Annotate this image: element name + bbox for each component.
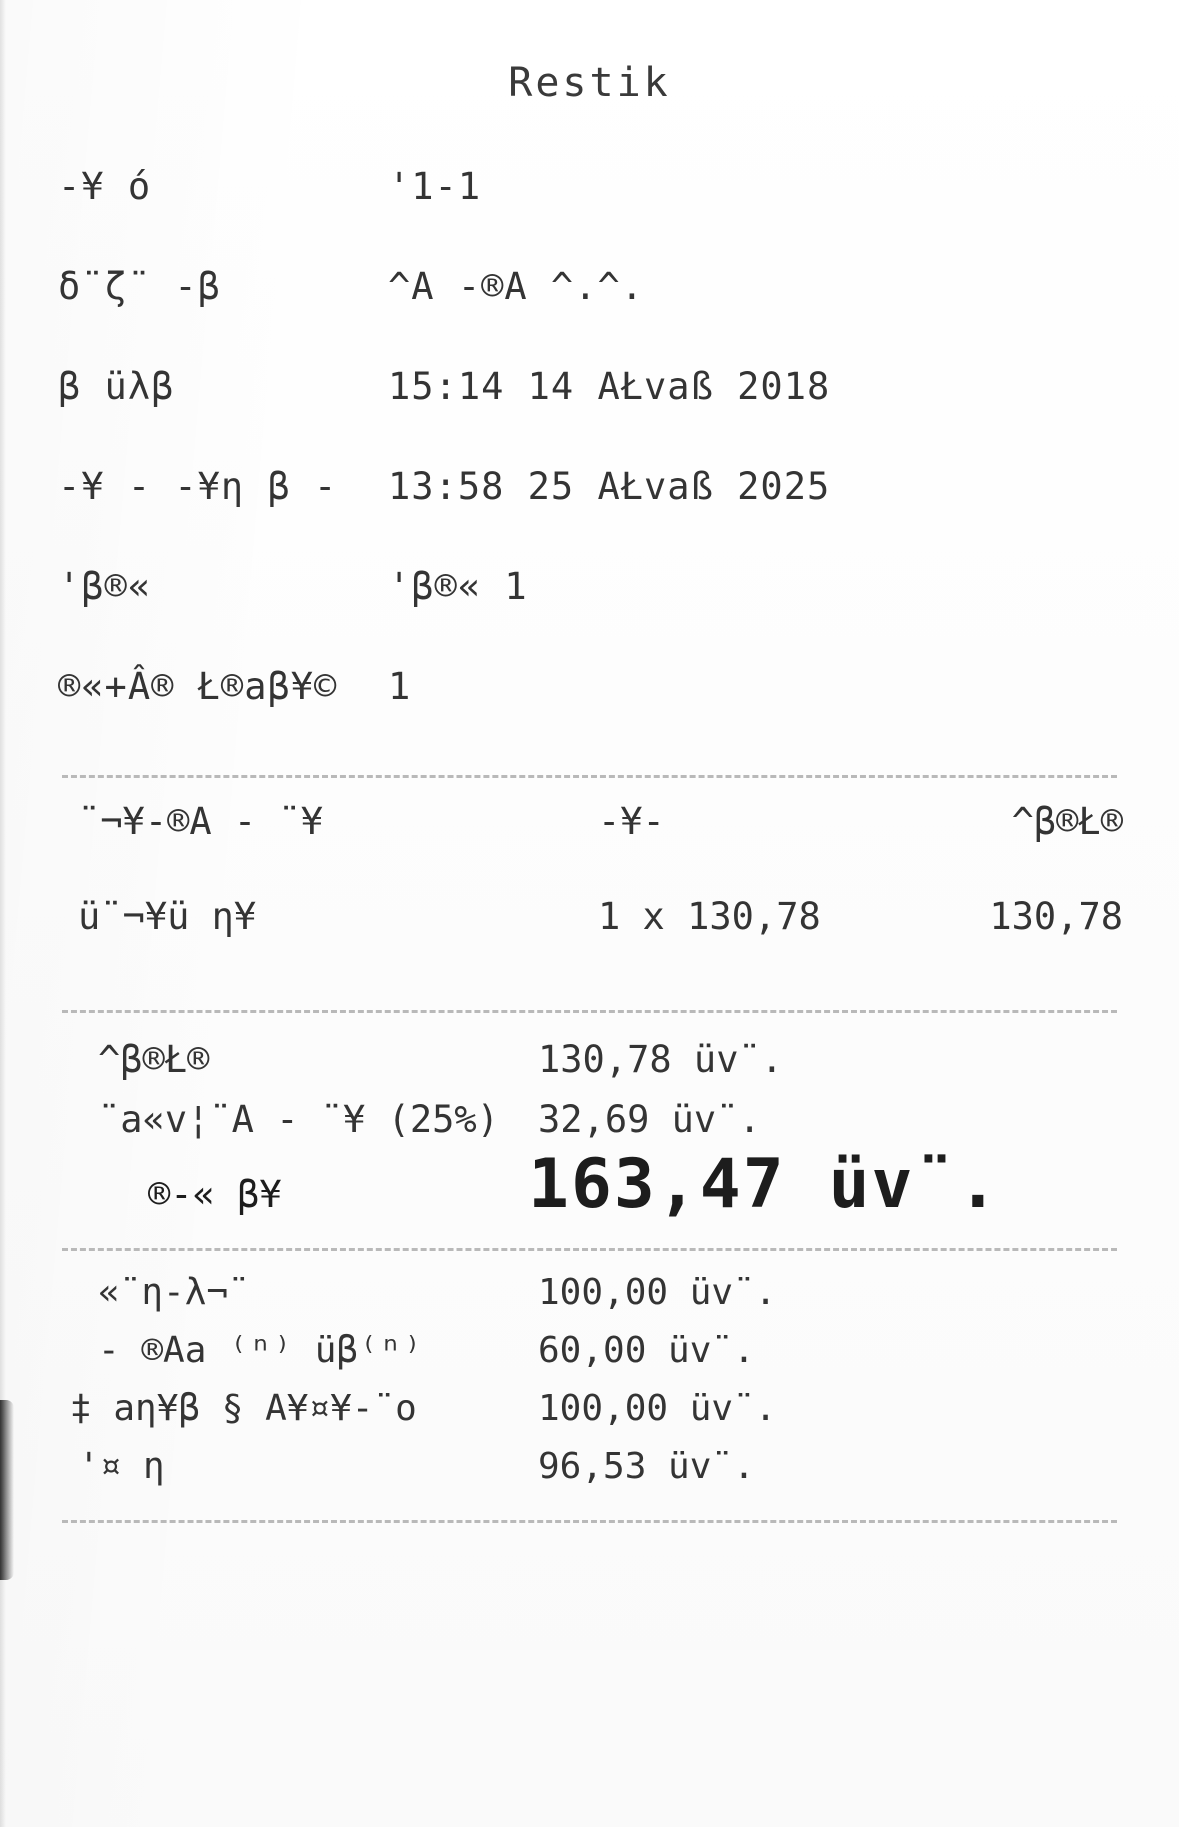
divider xyxy=(62,1010,1117,1013)
items-header-col1: ¨¬¥-®A - ¨¥ xyxy=(78,800,324,843)
header-value: 1 xyxy=(388,665,412,708)
header-label: -¥ - -¥η β - xyxy=(58,465,338,508)
grand-total-label: ®-« β¥ xyxy=(148,1173,282,1216)
header-label: 'β®« xyxy=(58,565,152,608)
header-value: '1-1 xyxy=(388,165,482,208)
divider xyxy=(62,775,1117,778)
payment-label: «¨η-λ¬¨ xyxy=(98,1272,250,1313)
payment-amount: 96,53 üv¨. xyxy=(538,1446,755,1487)
grand-total-row xyxy=(58,1145,1133,1245)
item-qty-price: 1 x 130,78 xyxy=(598,895,821,938)
header-label: ®«+Â® Ł®aβ¥© xyxy=(58,665,338,708)
payment-amount: 100,00 üv¨. xyxy=(538,1388,777,1429)
receipt-title: Restik xyxy=(508,60,671,106)
header-label: β üλβ xyxy=(58,365,175,408)
header-row xyxy=(58,565,1128,608)
header-value: 'β®« 1 xyxy=(388,565,528,608)
subtotal-amount: 130,78 üv¨. xyxy=(538,1038,784,1081)
header-row xyxy=(58,465,1128,508)
header-label: -¥ ó xyxy=(58,165,152,208)
payment-label: - ®Aa ⁽ⁿ⁾ üβ⁽ⁿ⁾ xyxy=(98,1330,424,1371)
grand-total-amount: 163,47 üv¨. xyxy=(528,1145,1001,1224)
header-value: 15:14 14 AŁvaß 2018 xyxy=(388,365,831,408)
payment-amount: 60,00 üv¨. xyxy=(538,1330,755,1371)
scan-shadow xyxy=(0,1400,14,1580)
items-header-col3: ^β®Ł® xyxy=(1011,800,1123,843)
header-row xyxy=(58,265,1128,308)
payment-amount: 100,00 üv¨. xyxy=(538,1272,777,1313)
tax-amount: 32,69 üv¨. xyxy=(538,1098,761,1141)
divider xyxy=(62,1248,1117,1251)
item-name: ü¨¬¥ü η¥ xyxy=(78,895,257,938)
header-value: 13:58 25 AŁvaß 2025 xyxy=(388,465,831,508)
header-label: δ¨ζ¨ -β xyxy=(58,265,221,308)
payment-label: '¤ η xyxy=(78,1446,165,1487)
items-header-col2: -¥- xyxy=(598,800,665,843)
header-row xyxy=(58,365,1128,408)
header-row xyxy=(58,665,1128,708)
tax-label: ¨a«v¦¨A - ¨¥ (25%) xyxy=(98,1098,499,1141)
subtotal-label: ^β®Ł® xyxy=(98,1038,210,1081)
payment-label: ‡ aη¥β § A¥¤¥-¨o xyxy=(70,1388,417,1429)
header-row xyxy=(58,165,1128,208)
header-value: ^A -®A ^.^. xyxy=(388,265,645,308)
item-amount: 130,78 xyxy=(989,895,1123,938)
divider xyxy=(62,1520,1117,1523)
